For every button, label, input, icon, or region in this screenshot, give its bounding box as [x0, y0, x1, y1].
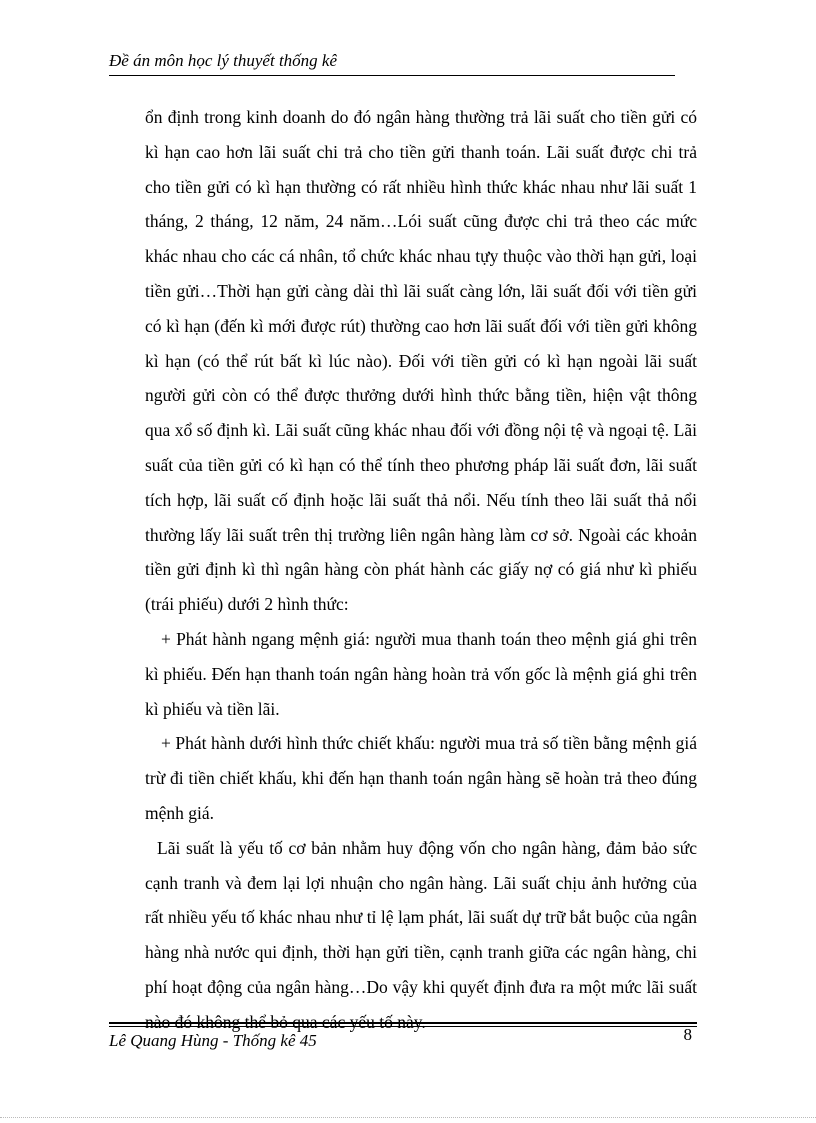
page-number: 8	[683, 1025, 692, 1044]
footer-author: Lê Quang Hùng - Thống kê 45	[109, 1031, 317, 1050]
paragraph-bullet-discount-issue: + Phát hành dưới hình thức chiết khấu: người mua trả số tiền bằng mệnh giá trừ đi tiền chiết khấu, khi đến hạn thanh toán ngân hàng sẽ hoàn trả theo đúng mệnh giá.	[145, 733, 697, 823]
footer-divider-thick	[109, 1022, 697, 1024]
paragraph-interest-rates-continued: ổn định trong kinh doanh do đó ngân hàng thường trả lãi suất cho tiền gửi có kì hạn cao hơn lãi suất chi trả cho tiền gửi thanh toán. Lãi suất được chi trả cho tiền gửi có kì hạn thường có rất nhiều hình thức khác nhau như lãi suất 1 tháng, 2 tháng, 12 năm, 24 năm…Lói suất cũng được chi trả theo các mức khác nhau cho các cá nhân, tổ chức khác nhau tựy thuộc vào thời hạn gửi, loại tiền gửi…Thời hạn gửi càng dài thì lãi suất càng lớn, lãi suất đối với tiền gửi có kì hạn (đến kì mới được rút) thường cao hơn lãi suất đối với tiền gửi không kì hạn (có thể rút bất kì lúc nào). Đối với tiền gửi có kì hạn ngoài lãi suất người gửi còn có thể được thưởng dưới hình thức bằng tiền, hiện vật thông qua xổ số định kì. Lãi suất cũng khác nhau đối với đồng nội tệ và ngoại tệ. Lãi suất của tiền gửi có kì hạn có thể tính theo phương pháp lãi suất đơn, lãi suất tích hợp, lãi suất cố định hoặc lãi suất thả nổi. Nếu tính theo lãi suất thả nổi thường lấy lãi suất trên thị trường liên ngân hàng làm cơ sở. Ngoài các khoản tiền gửi định kì thì ngân hàng còn phát hành các giấy nợ có giá như kì phiếu (trái phiếu) dưới 2 hình thức:	[145, 107, 697, 615]
paragraph-interest-factors: Lãi suất là yếu tố cơ bản nhằm huy động vốn cho ngân hàng, đảm bảo sức cạnh tranh và đem lại lợi nhuận cho ngân hàng. Lãi suất chịu ảnh hưởng của rất nhiều yếu tố khác nhau như tỉ lệ lạm phát, lãi suất dự trữ bắt buộc của ngân hàng nhà nước qui định, thời hạn gửi tiền, cạnh tranh giữa các ngân hàng, chi phí hoạt động của ngân hàng…Do vậy khi quyết định đưa ra một mức lãi suất nào đó không thể bỏ qua các yếu tố này.	[145, 837, 697, 1032]
footer-divider-thin	[109, 1026, 697, 1027]
document-body	[145, 100, 697, 1040]
page-bottom-dotted-edge	[0, 1117, 816, 1118]
paragraph-bullet-par-issue: + Phát hành ngang mệnh giá: người mua thanh toán theo mệnh giá ghi trên kì phiếu. Đến hạn thanh toán ngân hàng hoàn trả vốn gốc là mệnh giá ghi trên kì phiếu và tiền lãi.	[145, 628, 697, 719]
page-header-title: Đề án môn học lý thuyết thống kê	[109, 51, 338, 70]
header-divider	[109, 75, 675, 76]
